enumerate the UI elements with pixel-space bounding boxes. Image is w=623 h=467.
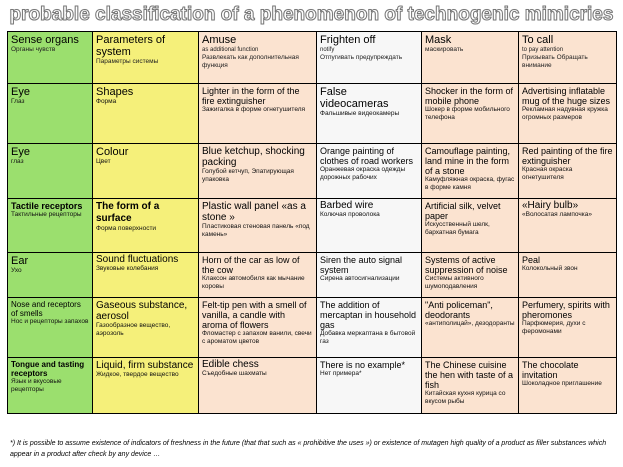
cell-ru: Форма: [96, 98, 117, 105]
cell-amuse: [199, 253, 317, 298]
cell-amuse: [199, 358, 317, 414]
cell-ru: Ухо: [11, 267, 22, 274]
cell-mask: [422, 253, 519, 298]
cell-ru: Нет примера*: [320, 370, 362, 377]
cell-sense: [8, 358, 93, 414]
cell-en: Orange painting of clothes of road workers: [320, 146, 414, 166]
cell-amuse: [199, 84, 317, 144]
header-ru: Развлекать как дополнительная функция: [202, 54, 299, 69]
cell-param: [93, 358, 199, 414]
cell-en: False videocameras: [320, 86, 389, 110]
header-parameters: [93, 32, 199, 84]
header-ru: Органы чувств: [11, 46, 56, 53]
cell-en: «Hairy bulb»: [522, 200, 579, 211]
cell-param: [93, 298, 199, 358]
cell-ru: Фломастер с запахом ванили, свечи с ароматом цветов: [202, 330, 312, 345]
cell-ru: Съедобные шахматы: [202, 370, 267, 377]
cell-en: Shocker in the form of mobile phone: [425, 86, 514, 106]
cell-ru: Сирена автосигнализации: [320, 275, 400, 282]
footnote: *) It is possible to assume existence of indicators of freshness in the future (that that such as « prohibitive the uses ») or existence of mutagen high quality of a product as filler substances which appear in a product after check by any device …: [10, 440, 607, 458]
cell-en: Nose and receptors of smells: [11, 300, 81, 318]
header-en: Parameters of system: [96, 34, 166, 58]
cell-call: [519, 298, 617, 358]
header-to-call: [519, 32, 617, 84]
cell-en: Edible chess: [202, 359, 259, 370]
header-mask: [422, 32, 519, 84]
header-ru: Отпугивать предупреждать: [320, 54, 403, 61]
cell-en: Systems of active suppression of noise: [425, 255, 508, 275]
cell-sense: [8, 199, 93, 253]
cell-en: The addition of mercaptan in household gas: [320, 300, 417, 330]
cell-ru: Нос и рецепторы запахов: [11, 318, 89, 325]
header-en: Frighten off: [320, 34, 376, 46]
cell-ru: Фальшивые видеокамеры: [320, 110, 400, 117]
cell-call: [519, 84, 617, 144]
cell-mask: [422, 199, 519, 253]
cell-amuse: [199, 144, 317, 199]
cell-call: [519, 253, 617, 298]
cell-en: "Anti policeman", deodorants: [425, 300, 493, 320]
cell-en: There is no example*: [320, 360, 406, 370]
cell-en: Eye: [11, 86, 30, 98]
cell-ru: Искусственный шелк, бархатная бумага: [425, 221, 490, 236]
header-ru: Призывать Обращать внимание: [522, 54, 588, 69]
cell-en: Artificial silk, velvet paper: [425, 201, 501, 221]
cell-en: Advertising inflatable mug of the huge sizes: [522, 86, 611, 106]
cell-en: Peal: [522, 255, 541, 265]
cell-en: Lighter in the form of the fire extinguisher: [202, 86, 300, 106]
cell-frighten: [317, 358, 422, 414]
cell-ru: Форма поверхности: [96, 225, 157, 232]
cell-ru: Шоколадное приглашение: [522, 380, 602, 387]
cell-ru: Шокер в форме мобильного телефона: [425, 106, 510, 121]
cell-mask: [422, 144, 519, 199]
cell-call: [519, 358, 617, 414]
cell-ru: Глаз: [11, 98, 25, 105]
cell-en: The Chinese cuisine the hen with taste of a fish: [425, 360, 514, 390]
cell-ru: Красная окраска огнетушителя: [522, 166, 573, 181]
cell-ru: глаз: [11, 158, 24, 165]
cell-en: Sound fluctuations: [96, 254, 179, 265]
cell-ru: Парфюмерия, духи с феромонами: [522, 320, 586, 335]
cell-ru: Газообразное вещество, аэрозоль: [96, 322, 171, 337]
cell-ru: Голубой кетчуп, Эпатирующая упаковка: [202, 168, 294, 183]
cell-ru: Колючая проволока: [320, 211, 380, 218]
cell-frighten: [317, 253, 422, 298]
cell-frighten: [317, 144, 422, 199]
cell-ru: «Волосатая лампочка»: [522, 211, 592, 218]
header-ru: маскировать: [425, 46, 464, 53]
cell-sense: [8, 253, 93, 298]
cell-ru: Оранжевая окраска одежды дорожных рабочих: [320, 166, 406, 181]
cell-en: Blue ketchup, shocking packing: [202, 146, 305, 168]
cell-ru: «антиполицай», дезодоранты: [425, 320, 515, 327]
cell-param: [93, 144, 199, 199]
header-en: Amuse: [202, 34, 237, 46]
cell-mask: [422, 358, 519, 414]
page-title: probable classification of a phenomenon of technogenic mimicries: [9, 4, 614, 25]
cell-frighten: [317, 298, 422, 358]
cell-sense: [8, 84, 93, 144]
cell-en: Tongue and tasting receptors: [11, 360, 85, 378]
cell-ru: Жидкое, твердое вещество: [96, 371, 179, 378]
cell-param: [93, 199, 199, 253]
cell-frighten: [317, 84, 422, 144]
cell-ru: Тактильные рецепторы: [11, 211, 82, 218]
cell-en: Camouflage painting, land mine in the form of a stone: [425, 146, 511, 176]
classification-table: [7, 31, 617, 414]
cell-en: Felt-tip pen with a smell of vanilla, a candle with aroma of flowers: [202, 300, 307, 330]
cell-en: Eye: [11, 146, 30, 158]
cell-call: [519, 199, 617, 253]
cell-sense: [8, 298, 93, 358]
cell-ru: Колокольный звон: [522, 265, 578, 272]
table-row: [8, 199, 617, 253]
table-row: [8, 253, 617, 298]
header-sub: as additional function: [202, 47, 259, 53]
cell-ru: Камуфляжная окраска, фугас в форме камня: [425, 176, 515, 191]
cell-ru: Язык и вкусовые рецепторы: [11, 378, 62, 393]
cell-amuse: [199, 298, 317, 358]
table-header-row: [8, 32, 617, 84]
cell-ru: Клаксон автомобиля как мычание коровы: [202, 275, 305, 290]
cell-en: The form of a surface: [96, 201, 160, 224]
cell-amuse: [199, 199, 317, 253]
cell-en: The chocolate invitation: [522, 360, 579, 380]
cell-param: [93, 84, 199, 144]
cell-mask: [422, 298, 519, 358]
cell-en: Tactile receptors: [11, 201, 83, 211]
header-en: Mask: [425, 34, 452, 46]
header-en: To call: [522, 34, 554, 46]
header-sense-organs: [8, 32, 93, 84]
cell-ru: Китайская кухня курица со вкусом рыбы: [425, 390, 506, 405]
header-amuse: [199, 32, 317, 84]
cell-en: Plastic wall panel «as a stone »: [202, 201, 306, 223]
table-row: [8, 298, 617, 358]
cell-ru: Системы активного шумоподавления: [425, 275, 484, 290]
header-sub: notify: [320, 47, 335, 53]
cell-ru: Пластиковая стеновая панель «под камень»: [202, 223, 310, 238]
cell-ru: Звуковые колебания: [96, 265, 159, 272]
cell-ru: Добавка меркаптана в бытовой газ: [320, 330, 416, 345]
cell-en: Perfumery, spirits with pheromones: [522, 300, 610, 320]
header-sub: to pay attention: [522, 47, 564, 53]
table-row: [8, 84, 617, 144]
cell-en: Liquid, firm substance: [96, 360, 194, 371]
cell-ru: Рекламная надувная кружка огромных размеров: [522, 106, 608, 121]
cell-en: Red painting of the fire extinguisher: [522, 146, 613, 166]
cell-ru: Цвет: [96, 158, 111, 165]
cell-en: Ear: [11, 255, 29, 267]
table-row: [8, 358, 617, 414]
table-row: [8, 144, 617, 199]
cell-param: [93, 253, 199, 298]
cell-call: [519, 144, 617, 199]
cell-mask: [422, 84, 519, 144]
header-frighten-off: [317, 32, 422, 84]
cell-en: Shapes: [96, 86, 134, 98]
header-ru: Параметры системы: [96, 58, 159, 65]
cell-en: Barbed wire: [320, 200, 374, 211]
cell-en: Colour: [96, 146, 129, 158]
cell-en: Horn of the car as low of the cow: [202, 255, 300, 275]
cell-frighten: [317, 199, 422, 253]
cell-sense: [8, 144, 93, 199]
cell-en: Siren the auto signal system: [320, 255, 403, 275]
header-en: Sense organs: [11, 34, 79, 46]
cell-en: Gaseous substance, aerosol: [96, 300, 188, 322]
cell-ru: Зажигалка в форме огнетушителя: [202, 106, 306, 113]
